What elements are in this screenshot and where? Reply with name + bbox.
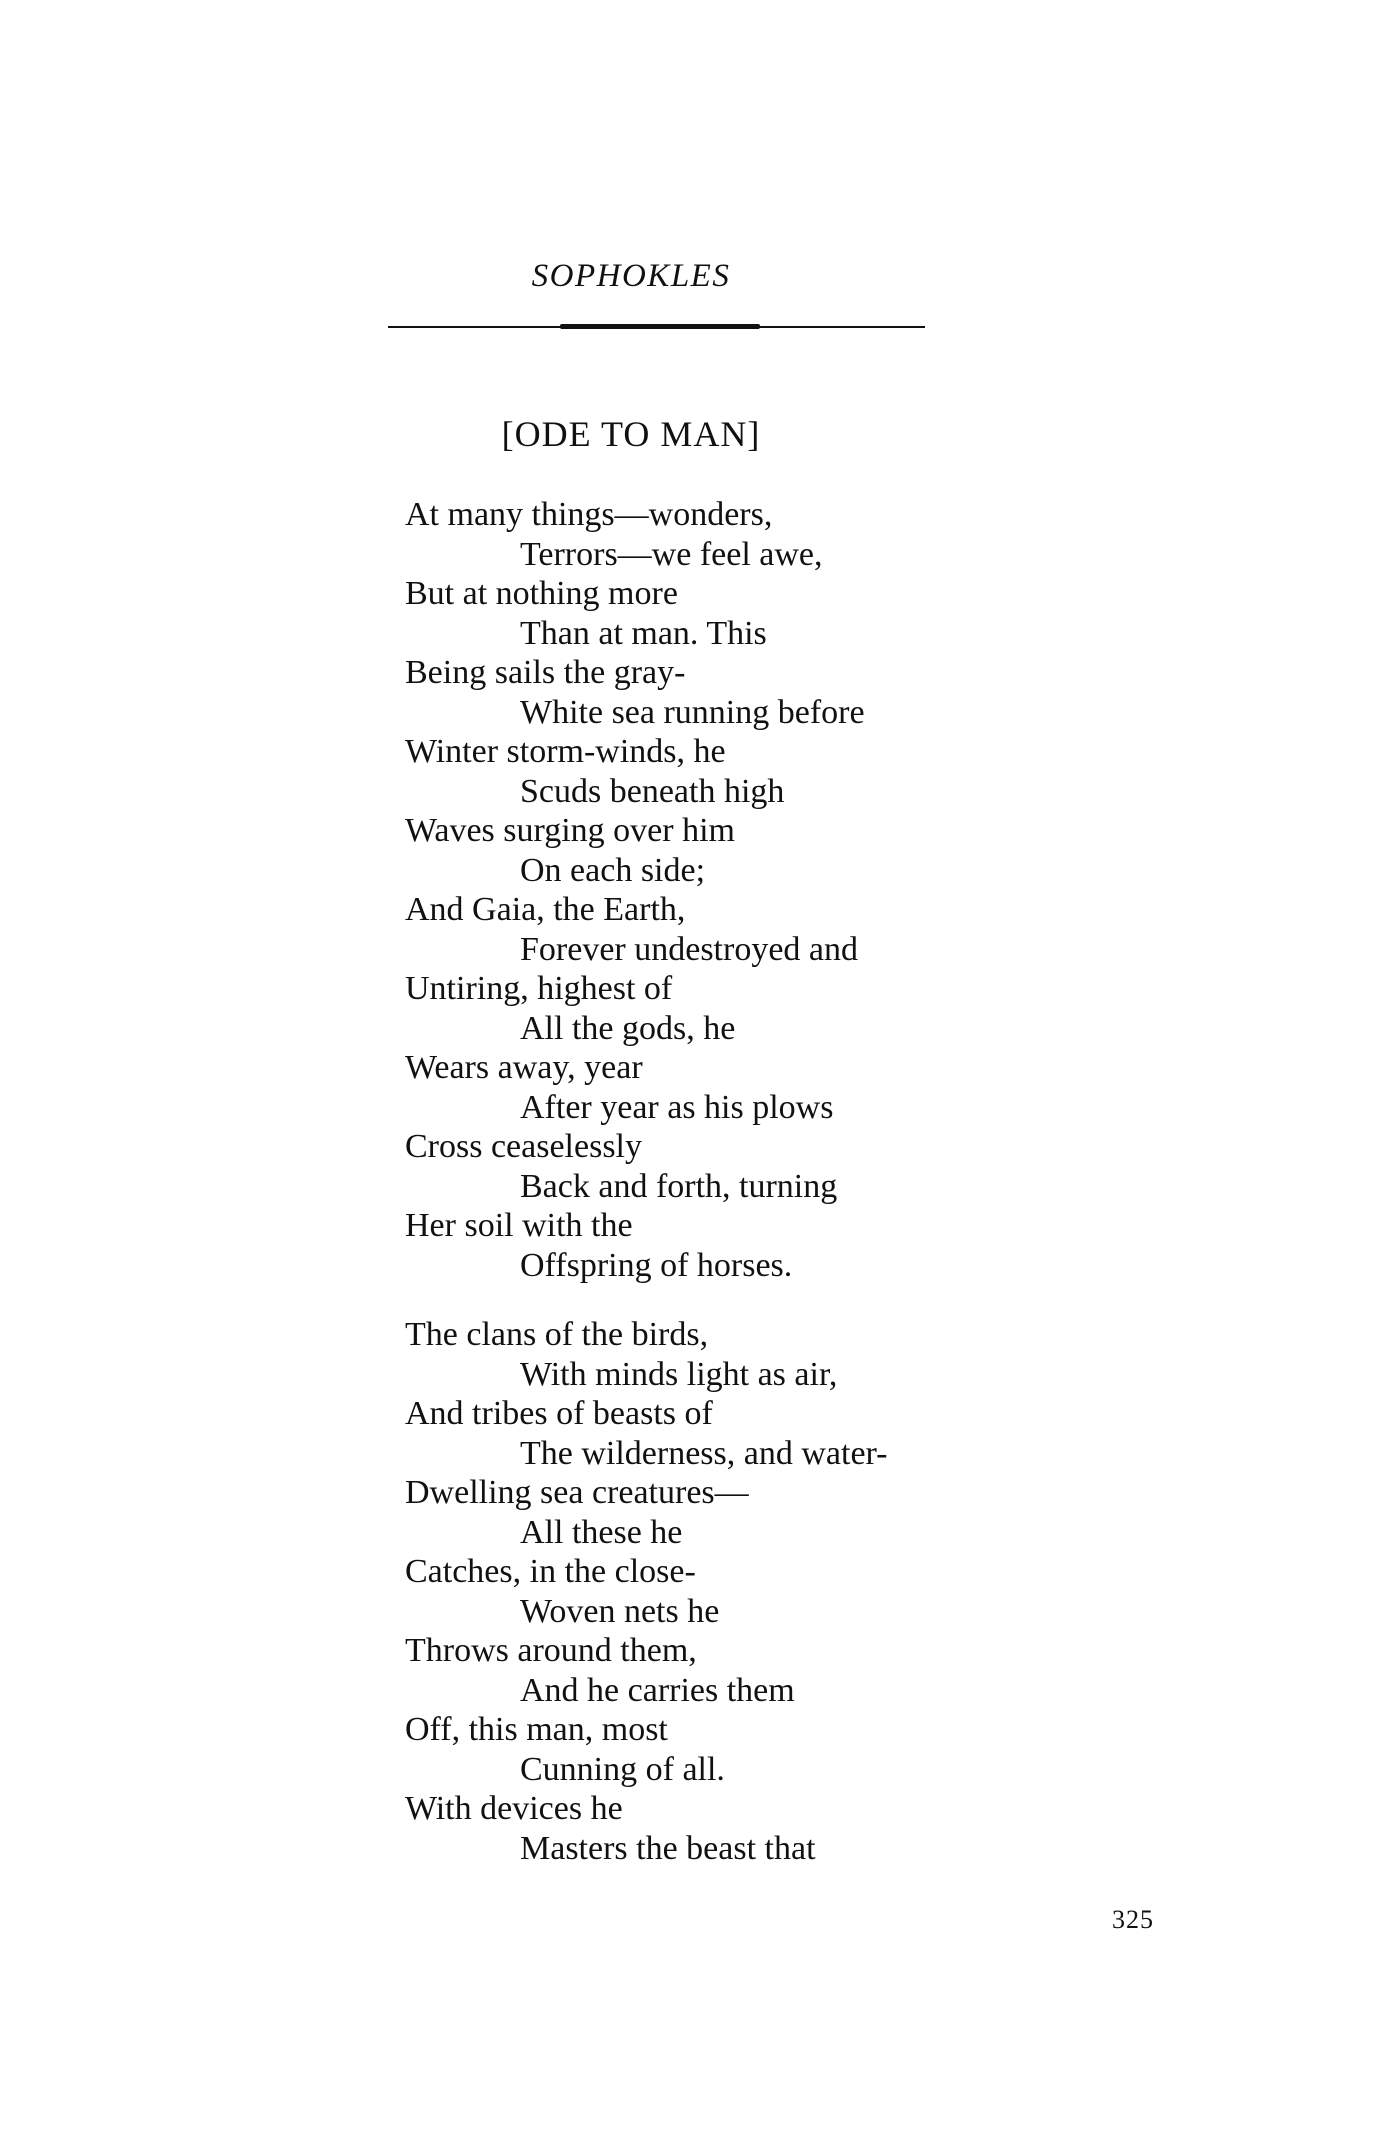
poem-line: Cunning of all. [520, 1750, 725, 1788]
poem-line: The wilderness, and water- [520, 1434, 888, 1472]
poem-line: Than at man. This [520, 614, 767, 652]
poem-line: On each side; [520, 851, 706, 889]
poem-line: Cross ceaselessly [405, 1128, 643, 1165]
poem-line: And Gaia, the Earth, [405, 891, 686, 928]
poem-line: Her soil with the [405, 1207, 633, 1244]
poem-line: And tribes of beasts of [405, 1395, 713, 1432]
poem-line: Offspring of horses. [520, 1246, 793, 1284]
poem-line: Being sails the gray- [405, 654, 686, 691]
poem-line: Masters the beast that [520, 1829, 816, 1867]
poem-line: Wears away, year [405, 1049, 643, 1086]
poem-line: Scuds beneath high [520, 772, 785, 810]
poem-line: All these he [520, 1513, 683, 1551]
poem-line: Winter storm-winds, he [405, 733, 726, 770]
poem-line: With devices he [405, 1790, 623, 1827]
stanza-1 [405, 495, 865, 1285]
poem-line: All the gods, he [520, 1009, 736, 1047]
poem-line: Waves surging over him [405, 812, 735, 849]
poem-line: But at nothing more [405, 575, 678, 612]
poem-line: Dwelling sea creatures— [405, 1474, 749, 1511]
poem-line: Back and forth, turning [520, 1167, 838, 1205]
page-number: 325 [1112, 1905, 1154, 1934]
running-head: SOPHOKLES [531, 258, 731, 294]
poem-title: [ODE TO MAN] [501, 414, 761, 454]
poem-line: Off, this man, most [405, 1711, 668, 1748]
poem-line: Terrors—we feel awe, [520, 535, 823, 573]
poem-line: At many things—wonders, [405, 496, 773, 533]
poem-line: The clans of the birds, [405, 1316, 709, 1353]
poem-line: After year as his plows [520, 1088, 834, 1126]
poem-line: Forever undestroyed and [520, 930, 859, 968]
poem-line: Catches, in the close- [405, 1553, 696, 1590]
poem-line: Throws around them, [405, 1632, 697, 1669]
poem-line: Woven nets he [520, 1592, 720, 1630]
poem-line: Untiring, highest of [405, 970, 673, 1007]
stanza-2 [405, 1315, 888, 1868]
poem-line: White sea running before [520, 693, 865, 731]
header-rule-swell [560, 324, 760, 329]
poem-line: And he carries them [520, 1671, 795, 1709]
poem-line: With minds light as air, [520, 1355, 838, 1393]
